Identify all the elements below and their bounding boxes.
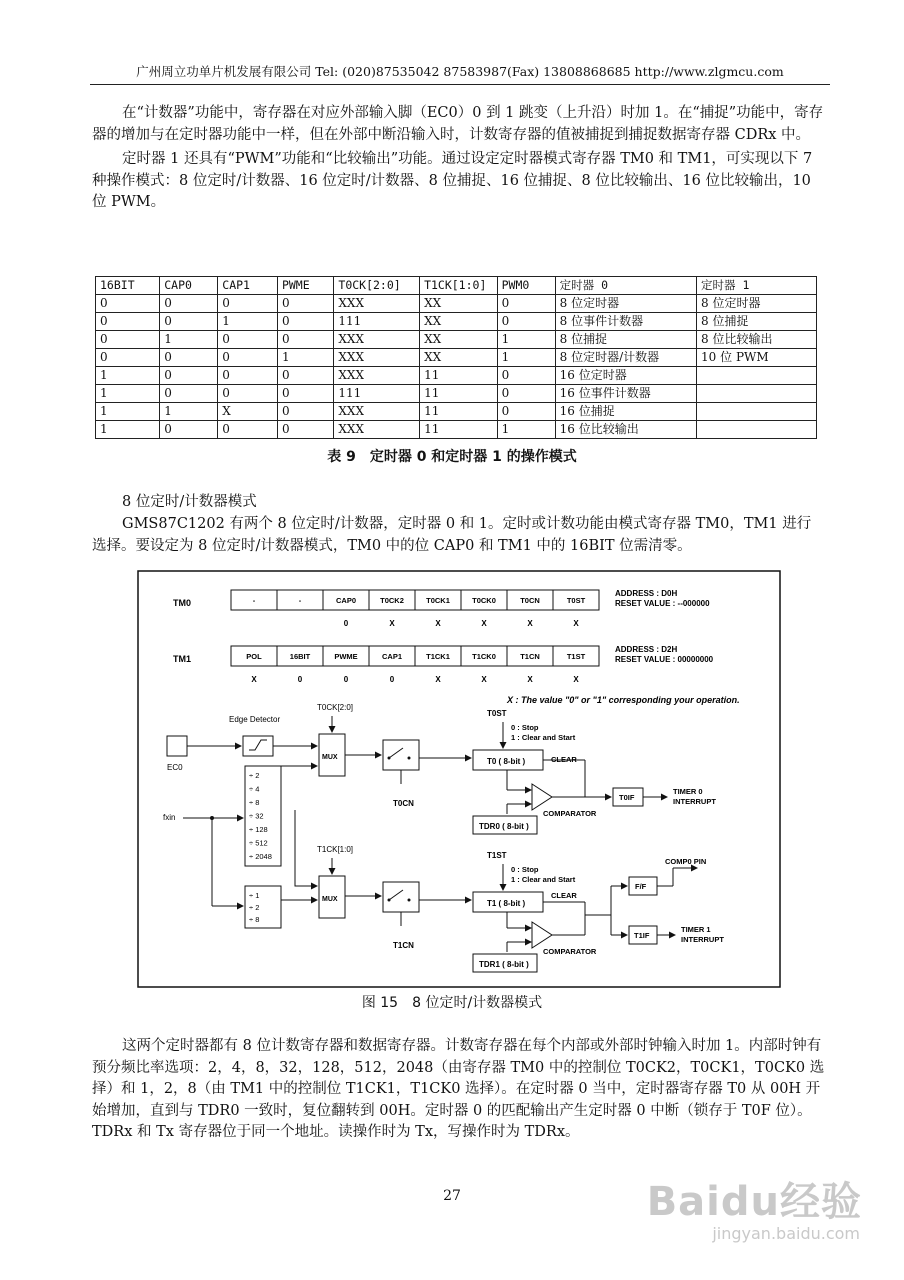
t1st-clear-start: 1 : Clear and Start — [511, 875, 576, 884]
table-cell: 11 — [420, 367, 498, 385]
table-cell: 0 — [160, 367, 218, 385]
register-bit: CAP1 — [381, 652, 403, 661]
table-header-cell: T0CK[2:0] — [334, 277, 420, 295]
intro-paragraph-2: 定时器 1 还具有“PWM”功能和“比较输出”功能。通过设定定时器模式寄存器 TM0 和 TM1，可实现以下 7 种操作模式：8 位定时/计数器、16 位定时/计数器、8 位捕捉、16 位捕捉、8 位比较输出、16 位比较输出，10 位 PWM。 — [92, 151, 813, 210]
fxin-label: fxin — [163, 813, 176, 822]
table-header-cell: T1CK[1:0] — [420, 277, 498, 295]
timer0-interrupt-b: INTERRUPT — [673, 797, 716, 806]
table-cell: 10 位 PWM — [697, 349, 817, 367]
mux-0-label: MUX — [322, 754, 338, 761]
table-cell: 1 — [497, 421, 555, 439]
register-bit: T1CN — [520, 652, 540, 661]
register-value: X — [573, 619, 579, 628]
register-bit: T1ST — [566, 652, 586, 661]
register-bit: T0CK1 — [426, 596, 450, 605]
t1if-label: T1IF — [634, 931, 650, 940]
tm1-register — [231, 646, 599, 666]
register-value: X — [435, 619, 441, 628]
closing-paragraph: 这两个定时器都有 8 位计数寄存器和数据寄存器。计数寄存器在每个内部或外部时钟输入时加 1。内部时钟有预分频比率选项：2，4，8，32，128，512，2048（由寄存器 TM0 中的控制位 T0CK2，T0CK1，T0CK0 选择）和 1，2，8（由 TM1 中的控制位 T1CK1，T1CK0 选择）。在定时器 0 当中，定时器寄存器 T0 从 00H 开始增加，直到与 TDR0 一致时，复位翻转到 00H。定时器 0 的匹配输出产生定时器 0 中断（锁存于 T0F 位）。TDRx 和 Tx 寄存器位于同一个地址。读操作时为 Tx，写操作时为 TDRx。 — [92, 1038, 825, 1140]
page-number: 27 — [443, 1188, 461, 1204]
table-cell: 0 — [160, 313, 218, 331]
ff-label: F/F — [635, 882, 647, 891]
table-cell: 1 — [160, 331, 218, 349]
mode-table — [95, 276, 817, 439]
register-value: X — [527, 675, 533, 684]
table-cell: 111 — [334, 313, 420, 331]
table-cell: XXX — [334, 295, 420, 313]
table-cell: X — [218, 403, 278, 421]
register-value: 0 — [389, 675, 395, 684]
register-bit: CAP0 — [335, 596, 357, 605]
table-cell — [697, 385, 817, 403]
tdr0-label: TDR0 ( 8-bit ) — [479, 822, 529, 831]
table-cell: 8 位捕捉 — [555, 331, 696, 349]
comp0-pin-label: COMP0 PIN — [665, 857, 707, 866]
table-cell: 1 — [160, 403, 218, 421]
table-header-cell: CAP1 — [218, 277, 278, 295]
edge-detector-label: Edge Detector — [229, 715, 281, 724]
table-cell: 1 — [497, 349, 555, 367]
table-header-cell: 16BIT — [96, 277, 160, 295]
table-cell: 8 位定时器 — [555, 295, 696, 313]
register-bit: T0CK0 — [472, 596, 496, 605]
register-value: X — [251, 675, 257, 684]
prescaler-0-ratios — [249, 771, 272, 861]
register-bit: T0CK2 — [380, 596, 404, 605]
comparator-0 — [532, 784, 552, 810]
comparator-1-label: COMPARATOR — [543, 947, 597, 956]
prescaler-ratio: ÷ 2048 — [249, 852, 272, 861]
prescaler-ratio: ÷ 8 — [249, 915, 260, 924]
table-cell: 0 — [96, 313, 160, 331]
table-cell: 0 — [160, 421, 218, 439]
table-cell: 0 — [160, 349, 218, 367]
t0st-clear-start: 1 : Clear and Start — [511, 733, 576, 742]
table-cell: 0 — [497, 367, 555, 385]
register-value: X — [481, 619, 487, 628]
tm1-values — [251, 675, 579, 684]
table-row — [96, 385, 817, 403]
comparator-1 — [532, 922, 552, 948]
table-cell: 0 — [218, 331, 278, 349]
table-header-cell: PWME — [277, 277, 333, 295]
ec0-label: EC0 — [167, 763, 183, 772]
table-cell: 0 — [96, 295, 160, 313]
table-cell: 0 — [277, 385, 333, 403]
t0st-stop: 0 : Stop — [511, 723, 539, 732]
table-cell: XX — [420, 349, 498, 367]
register-value: X — [573, 675, 579, 684]
table-cell: 0 — [277, 331, 333, 349]
section-paragraph: GMS87C1202 有两个 8 位定时/计数器，定时器 0 和 1。定时或计数功能由模式寄存器 TM0，TM1 进行选择。要设定为 8 位定时/计数器模式，TM0 中的位 CAP0 和 TM1 中的 16BIT 位需清零。 — [92, 516, 812, 554]
prescaler-ratio: ÷ 2 — [249, 771, 260, 780]
timer0-interrupt-a: TIMER 0 — [673, 787, 703, 796]
prescaler-ratio: ÷ 2 — [249, 903, 260, 912]
table-cell: 0 — [218, 385, 278, 403]
table-cell: 8 位比较输出 — [697, 331, 817, 349]
t0st-label: T0ST — [487, 709, 507, 718]
table-cell — [697, 403, 817, 421]
table-cell: XX — [420, 295, 498, 313]
table-cell: 1 — [96, 403, 160, 421]
table-header-cell: PWM0 — [497, 277, 555, 295]
tm1-address: ADDRESS : D2H — [615, 645, 678, 654]
tm0-reset: RESET VALUE : --000000 — [615, 599, 710, 608]
table-cell: XXX — [334, 331, 420, 349]
table-cell — [697, 421, 817, 439]
figure-caption: 图 15 8 位定时/计数器模式 — [361, 995, 543, 1011]
prescaler-ratio: ÷ 512 — [249, 838, 268, 848]
tm0-address: ADDRESS : D0H — [615, 589, 678, 598]
tm0-values — [344, 619, 580, 628]
table-cell: 0 — [277, 403, 333, 421]
table-header-cell: 定时器 1 — [697, 277, 817, 295]
prescaler-ratio: ÷ 8 — [249, 798, 260, 807]
table-cell: XX — [420, 331, 498, 349]
table-row — [96, 367, 817, 385]
register-bit: 16BIT — [289, 652, 311, 661]
table-cell: 0 — [497, 295, 555, 313]
table-cell: 16 位定时器 — [555, 367, 696, 385]
prescaler-ratio: ÷ 32 — [249, 811, 264, 821]
table-cell: 11 — [420, 421, 498, 439]
table-cell: 16 位事件计数器 — [555, 385, 696, 403]
timer1-interrupt-b: INTERRUPT — [681, 935, 724, 944]
table-header-row — [96, 277, 817, 295]
table-cell: 0 — [160, 295, 218, 313]
table-row — [96, 421, 817, 439]
table-cell: 8 位捕捉 — [697, 313, 817, 331]
tm1-label: TM1 — [173, 654, 191, 664]
table-caption: 表 9 定时器 0 和定时器 1 的操作模式 — [327, 449, 577, 465]
t0cn-label: T0CN — [393, 799, 414, 808]
table-cell: 0 — [96, 349, 160, 367]
table-header-cell: 定时器 0 — [555, 277, 696, 295]
table-cell: 11 — [420, 385, 498, 403]
clear-0-label: CLEAR — [551, 755, 577, 764]
page-header: 广州周立功单片机发展有限公司 Tel: (020)87535042 87583987(Fax) 13808868685 http://www.zlgmcu.com — [90, 62, 830, 85]
register-bit: - — [252, 596, 256, 605]
t1ck-label: T1CK[1:0] — [317, 845, 354, 854]
mux-1-label: MUX — [322, 896, 338, 903]
t1cn-label: T1CN — [393, 941, 414, 950]
figure-note: X : The value "0" or "1" corresponding your operation. — [507, 695, 740, 705]
register-bit: T1CK1 — [426, 652, 450, 661]
table-cell: 1 — [277, 349, 333, 367]
table-header-cell: CAP0 — [160, 277, 218, 295]
table-cell: 1 — [218, 313, 278, 331]
section-heading: 8 位定时/计数器模式 — [122, 494, 257, 510]
register-bit: T1CK0 — [472, 652, 496, 661]
table-cell: 0 — [277, 421, 333, 439]
prescaler-ratio: ÷ 4 — [249, 784, 260, 794]
table-cell: 0 — [218, 421, 278, 439]
closing-text — [92, 1036, 825, 1144]
table-cell: XXX — [334, 349, 420, 367]
table-cell: 1 — [96, 421, 160, 439]
table-cell: 0 — [277, 295, 333, 313]
table-cell — [697, 367, 817, 385]
intro-text — [92, 103, 825, 214]
table-cell: 0 — [277, 367, 333, 385]
register-bit: T0CN — [520, 596, 540, 605]
table-cell: 1 — [96, 385, 160, 403]
t0cn-switch — [383, 740, 419, 770]
prescaler-ratio: ÷ 1 — [249, 891, 260, 900]
tdr1-label: TDR1 ( 8-bit ) — [479, 960, 529, 969]
register-value: 0 — [297, 675, 303, 684]
register-bit: - — [298, 596, 302, 605]
table-cell: 0 — [218, 349, 278, 367]
section-text — [92, 514, 825, 557]
t0-label: T0 ( 8-bit ) — [487, 757, 526, 766]
timer1-interrupt-a: TIMER 1 — [681, 925, 711, 934]
timer-block-diagram — [137, 570, 781, 988]
table-cell: 0 — [277, 313, 333, 331]
register-value: 0 — [343, 675, 349, 684]
edge-detector — [243, 736, 273, 756]
register-value: X — [389, 619, 395, 628]
prescaler-1-ratios — [249, 891, 259, 924]
comparator-0-label: COMPARATOR — [543, 809, 597, 818]
register-value: X — [527, 619, 533, 628]
table-row — [96, 403, 817, 421]
t1st-stop: 0 : Stop — [511, 865, 539, 874]
t0if-label: T0IF — [619, 793, 635, 802]
table-cell: 0 — [497, 313, 555, 331]
table-row — [96, 313, 817, 331]
table-cell: 0 — [218, 295, 278, 313]
register-value: 0 — [343, 619, 349, 628]
watermark-url: jingyan.baidu.com — [712, 1224, 860, 1243]
table-cell: 111 — [334, 385, 420, 403]
register-bit: PWME — [334, 652, 358, 661]
table-cell: 0 — [497, 403, 555, 421]
table-cell: 0 — [96, 331, 160, 349]
table-cell: 1 — [96, 367, 160, 385]
ec0-pin — [167, 736, 187, 756]
t1st-label: T1ST — [487, 851, 507, 860]
table-cell: 0 — [497, 385, 555, 403]
register-bit: POL — [246, 652, 262, 661]
t1-label: T1 ( 8-bit ) — [487, 899, 526, 908]
table-cell: XXX — [334, 367, 420, 385]
tm1-reset: RESET VALUE : 00000000 — [615, 655, 714, 664]
table-row — [96, 331, 817, 349]
tm0-register — [231, 590, 599, 610]
table-cell: 8 位事件计数器 — [555, 313, 696, 331]
t0ck-label: T0CK[2:0] — [317, 703, 354, 712]
table-cell: 8 位定时器/计数器 — [555, 349, 696, 367]
table-cell: XXX — [334, 403, 420, 421]
table-cell: 1 — [497, 331, 555, 349]
table-cell: 16 位捕捉 — [555, 403, 696, 421]
table-cell: 11 — [420, 403, 498, 421]
table-cell: 16 位比较输出 — [555, 421, 696, 439]
table-row — [96, 349, 817, 367]
tm0-label: TM0 — [173, 598, 191, 608]
register-bit: T0ST — [566, 596, 586, 605]
intro-paragraph-1: 在“计数器”功能中，寄存器在对应外部输入脚（EC0）0 到 1 跳变（上升沿）时加 1。在“捕捉”功能中，寄存器的增加与在定时器功能中一样，但在外部中断沿输入时，计数寄存器的值被捕捉到捕捉数据寄存器 CDRx 中。 — [92, 105, 824, 143]
prescaler-ratio: ÷ 128 — [249, 825, 268, 834]
clear-1-label: CLEAR — [551, 891, 577, 900]
table-cell: XXX — [334, 421, 420, 439]
watermark-logo: Baidu经验 — [646, 1179, 862, 1225]
table-cell: 8 位定时器 — [697, 295, 817, 313]
register-value: X — [435, 675, 441, 684]
table-cell: 0 — [218, 367, 278, 385]
t1cn-switch — [383, 882, 419, 912]
register-value: X — [481, 675, 487, 684]
table-cell: 0 — [160, 385, 218, 403]
table-row — [96, 295, 817, 313]
table-cell: XX — [420, 313, 498, 331]
